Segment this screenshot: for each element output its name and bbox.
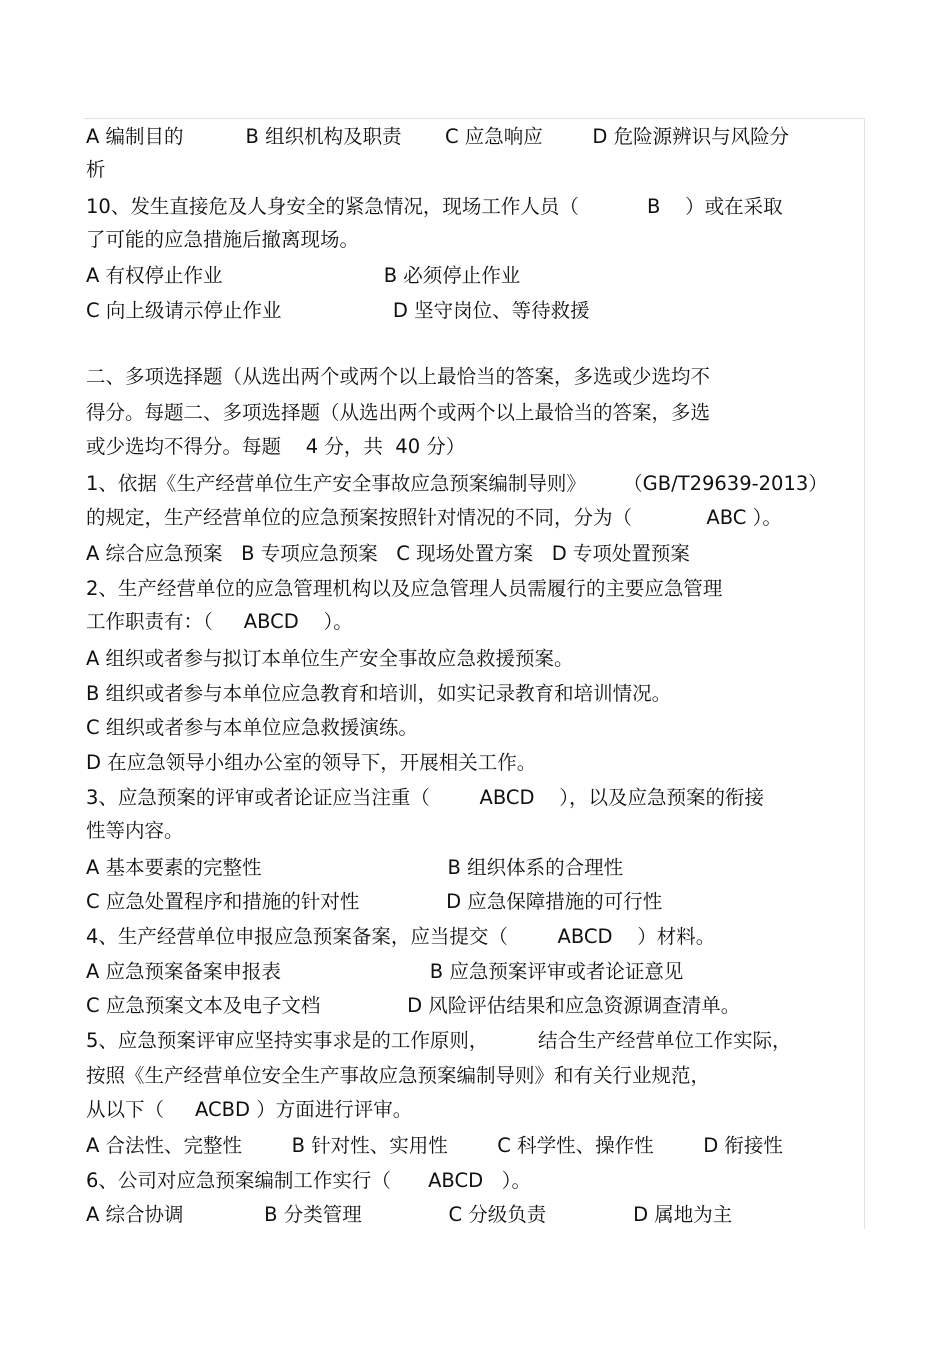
text-line: A 综合协调 B 分类管理 C 分级负责 D 属地为主: [86, 1203, 733, 1226]
text-line: 工作职责有：（ ABCD ）。: [86, 610, 353, 633]
text-line: A 基本要素的完整性 B 组织体系的合理性: [86, 856, 624, 879]
text-line: A 组织或者参与拟订本单位生产安全事故应急救援预案。: [86, 647, 574, 670]
section-heading: 或少选均不得分。每题 4 分，共 40 分）: [86, 435, 466, 458]
text-line: 4、生产经营单位申报应急预案备案，应当提交（ ABCD ）材料。: [86, 925, 716, 948]
section-heading: 得分。每题二、多项选择题（从选出两个或两个以上最恰当的答案，多选: [86, 401, 711, 424]
text-line: 性等内容。: [86, 819, 184, 842]
text-line: A 有权停止作业 B 必须停止作业: [86, 264, 521, 287]
text-line: 了可能的应急措施后撤离现场。: [86, 228, 360, 251]
text-line: D 在应急领导小组办公室的领导下，开展相关工作。: [86, 751, 537, 774]
text-line: C 应急预案文本及电子文档 D 风险评估结果和应急资源调查清单。: [86, 994, 741, 1017]
text-line: A 综合应急预案 B 专项应急预案 C 现场处置方案 D 专项处置预案: [86, 542, 690, 565]
text-line: 的规定，生产经营单位的应急预案按照针对情况的不同，分为（ ABC ）。: [86, 506, 782, 529]
text-line: C 组织或者参与本单位应急救援演练。: [86, 716, 418, 739]
text-line: 按照《生产经营单位安全生产事故应急预案编制导则》和有关行业规范，: [86, 1064, 711, 1087]
text-line: 10、发生直接危及人身安全的紧急情况，现场工作人员（ B ）或在采取: [86, 195, 783, 218]
text-line: 6、公司对应急预案编制工作实行（ ABCD ）。: [86, 1169, 531, 1192]
text-line: A 编制目的 B 组织机构及职责 C 应急响应 D 危险源辨识与风险分: [86, 125, 790, 148]
text-line: 从以下（ ACBD ）方面进行评审。: [86, 1098, 413, 1121]
text-line: 1、依据《生产经营单位生产安全事故应急预案编制导则》 （GB/T29639-2013）: [86, 472, 828, 495]
text-line: 2、生产经营单位的应急管理机构以及应急管理人员需履行的主要应急管理: [86, 577, 723, 600]
text-line: C 向上级请示停止作业 D 坚守岗位、等待救援: [86, 299, 590, 322]
text-line: C 应急处置程序和措施的针对性 D 应急保障措施的可行性: [86, 890, 663, 913]
text-line: 析: [86, 158, 106, 181]
text-line: 5、应急预案评审应坚持实事求是的工作原则， 结合生产经营单位工作实际，: [86, 1029, 792, 1052]
text-line: A 应急预案备案申报表 B 应急预案评审或者论证意见: [86, 960, 684, 983]
text-line: B 组织或者参与本单位应急教育和培训，如实记录教育和培训情况。: [86, 682, 672, 705]
section-heading: 二、多项选择题（从选出两个或两个以上最恰当的答案，多选或少选均不: [86, 365, 711, 388]
text-line: A 合法性、完整性 B 针对性、实用性 C 科学性、操作性 D 衔接性: [86, 1134, 783, 1157]
text-line: 3、应急预案的评审或者论证应当注重（ ABCD ），以及应急预案的衔接: [86, 786, 765, 809]
